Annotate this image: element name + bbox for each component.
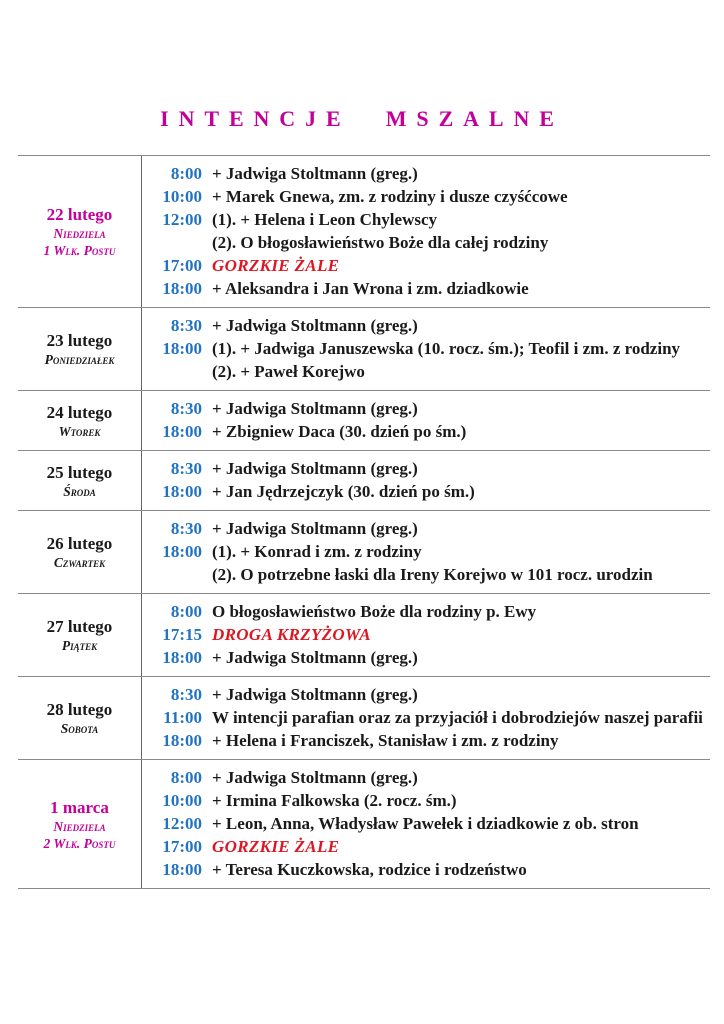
mass-intention: (2). O błogosławieństwo Boże dla całej rodziny — [212, 233, 549, 252]
day-label: 1 Wlk. Postu — [43, 243, 116, 258]
mass-intention: + Marek Gnewa, zm. z rodziny i dusze czyśćcowe — [212, 187, 568, 206]
entries-cell — [142, 511, 710, 593]
mass-entry — [142, 457, 706, 480]
mass-entry — [142, 337, 706, 360]
mass-time: 17:00 — [162, 837, 202, 856]
day-label: Niedziela — [53, 226, 106, 241]
date-cell — [18, 760, 142, 888]
mass-time: 18:00 — [162, 860, 202, 879]
mass-entry — [142, 646, 706, 669]
entries-cell — [142, 308, 710, 390]
mass-entry — [142, 563, 706, 586]
entries-cell — [142, 677, 710, 759]
mass-time: 8:30 — [170, 399, 202, 418]
mass-time: 18:00 — [162, 648, 202, 667]
mass-time: 12:00 — [162, 814, 202, 833]
mass-time: 17:15 — [162, 625, 202, 644]
date-label: 1 marca — [50, 797, 109, 817]
mass-entry — [142, 835, 706, 858]
day-label: Poniedziałek — [44, 352, 115, 367]
mass-time: 8:00 — [170, 164, 202, 183]
mass-intention: (1). + Jadwiga Januszewska (10. rocz. śm.); Teofil i zm. z rodziny — [212, 339, 681, 358]
day-label: Piątek — [61, 638, 98, 653]
mass-entry — [142, 397, 706, 420]
date-cell — [18, 156, 142, 307]
mass-intention: + Aleksandra i Jan Wrona i zm. dziadkowie — [212, 279, 529, 298]
entries-cell — [142, 156, 710, 307]
mass-intention: (1). + Konrad i zm. z rodziny — [212, 542, 422, 561]
mass-time: 8:30 — [170, 685, 202, 704]
mass-time: 18:00 — [162, 279, 202, 298]
schedule-row — [18, 594, 710, 677]
mass-intention: + Teresa Kuczkowska, rodzice i rodzeństwo — [212, 860, 527, 879]
mass-time: 18:00 — [162, 422, 202, 441]
mass-intention: + Helena i Franciszek, Stanisław i zm. z rodziny — [212, 731, 559, 750]
mass-entry — [142, 600, 706, 623]
page-title: INTENCJE MSZALNE — [160, 106, 564, 131]
mass-entry — [142, 420, 706, 443]
day-label: 2 Wlk. Postu — [43, 835, 116, 851]
day-label: Czwartek — [53, 555, 106, 570]
mass-intention: + Leon, Anna, Władysław Pawełek i dziadkowie z ob. stron — [212, 814, 639, 833]
mass-entry — [142, 254, 706, 277]
date-label: 28 lutego — [46, 700, 113, 719]
mass-schedule-table — [18, 155, 710, 889]
date-cell — [18, 594, 142, 676]
mass-time: 10:00 — [162, 791, 202, 810]
date-label: 26 lutego — [46, 534, 113, 553]
mass-intention: + Jadwiga Stoltmann (greg.) — [212, 164, 418, 183]
mass-intention: + Jadwiga Stoltmann (greg.) — [212, 316, 418, 335]
mass-intention: + Irmina Falkowska (2. rocz. śm.) — [212, 791, 457, 810]
date-cell — [18, 677, 142, 759]
mass-entry — [142, 480, 706, 503]
day-label: Wtorek — [58, 423, 101, 439]
date-label: 22 lutego — [46, 205, 113, 224]
mass-entry — [142, 314, 706, 337]
devotion-label: GORZKIE ŻALE — [212, 837, 340, 856]
mass-time: 18:00 — [162, 542, 202, 561]
mass-entry — [142, 231, 706, 254]
mass-time: 8:30 — [170, 459, 202, 478]
devotion-label: DROGA KRZYŻOWA — [212, 625, 371, 644]
mass-entry — [142, 208, 706, 231]
entries-cell — [142, 451, 710, 510]
day-label: Sobota — [60, 721, 99, 736]
schedule-row — [18, 677, 710, 760]
schedule-row — [18, 451, 710, 511]
entries-cell — [142, 594, 710, 676]
mass-entry — [142, 623, 706, 646]
schedule-row — [18, 308, 710, 391]
devotion-label: GORZKIE ŻALE — [212, 256, 340, 275]
mass-intention: + Jadwiga Stoltmann (greg.) — [212, 685, 418, 704]
day-label: Środa — [63, 483, 96, 499]
mass-intention: + Jadwiga Stoltmann (greg.) — [212, 519, 418, 538]
date-label: 27 lutego — [46, 617, 113, 636]
mass-entry — [142, 540, 706, 563]
mass-time: 18:00 — [162, 339, 202, 358]
mass-entry — [142, 812, 706, 835]
entries-cell — [142, 760, 710, 888]
date-cell — [18, 391, 142, 450]
mass-time: 18:00 — [162, 482, 202, 501]
entries-cell — [142, 391, 710, 450]
mass-intention: O błogosławieństwo Boże dla rodziny p. Ewy — [212, 602, 537, 621]
mass-time: 12:00 — [162, 210, 202, 229]
mass-entry — [142, 185, 706, 208]
mass-entry — [142, 360, 706, 383]
schedule-row — [18, 511, 710, 594]
mass-time: 8:30 — [170, 316, 202, 335]
mass-entry — [142, 729, 706, 752]
mass-time: 8:30 — [170, 519, 202, 538]
mass-intention: (2). + Paweł Korejwo — [212, 362, 365, 381]
mass-time: 11:00 — [163, 708, 202, 727]
mass-entry — [142, 766, 706, 789]
mass-intention: + Jan Jędrzejczyk (30. dzień po śm.) — [212, 482, 475, 501]
date-cell — [18, 511, 142, 593]
mass-intention: + Jadwiga Stoltmann (greg.) — [212, 768, 418, 787]
mass-entry — [142, 162, 706, 185]
date-cell — [18, 308, 142, 390]
date-label: 23 lutego — [46, 331, 113, 350]
schedule-row — [18, 391, 710, 451]
mass-time: 8:00 — [170, 602, 202, 621]
mass-entry — [142, 706, 706, 729]
mass-intention: + Jadwiga Stoltmann (greg.) — [212, 648, 418, 667]
day-label: Niedziela — [53, 818, 106, 834]
mass-intention: (1). + Helena i Leon Chylewscy — [212, 210, 438, 229]
mass-entry — [142, 517, 706, 540]
mass-entry — [142, 277, 706, 300]
mass-time: 17:00 — [162, 256, 202, 275]
mass-time: 18:00 — [162, 731, 202, 750]
mass-intention: (2). O potrzebne łaski dla Ireny Korejwo w 101 rocz. urodzin — [212, 565, 653, 584]
mass-entry — [142, 858, 706, 881]
mass-time: 8:00 — [170, 768, 202, 787]
date-label: 24 lutego — [46, 402, 113, 422]
mass-intention: + Jadwiga Stoltmann (greg.) — [212, 459, 418, 478]
mass-intention: + Jadwiga Stoltmann (greg.) — [212, 399, 418, 418]
mass-time: 10:00 — [162, 187, 202, 206]
date-cell — [18, 451, 142, 510]
mass-entry — [142, 683, 706, 706]
mass-entry — [142, 789, 706, 812]
mass-intention: W intencji parafian oraz za przyjaciół i dobrodziejów naszej parafii — [212, 708, 703, 727]
schedule-row — [18, 760, 710, 889]
schedule-row — [18, 156, 710, 308]
mass-intention: + Zbigniew Daca (30. dzień po śm.) — [212, 422, 467, 441]
date-label: 25 lutego — [46, 462, 113, 482]
